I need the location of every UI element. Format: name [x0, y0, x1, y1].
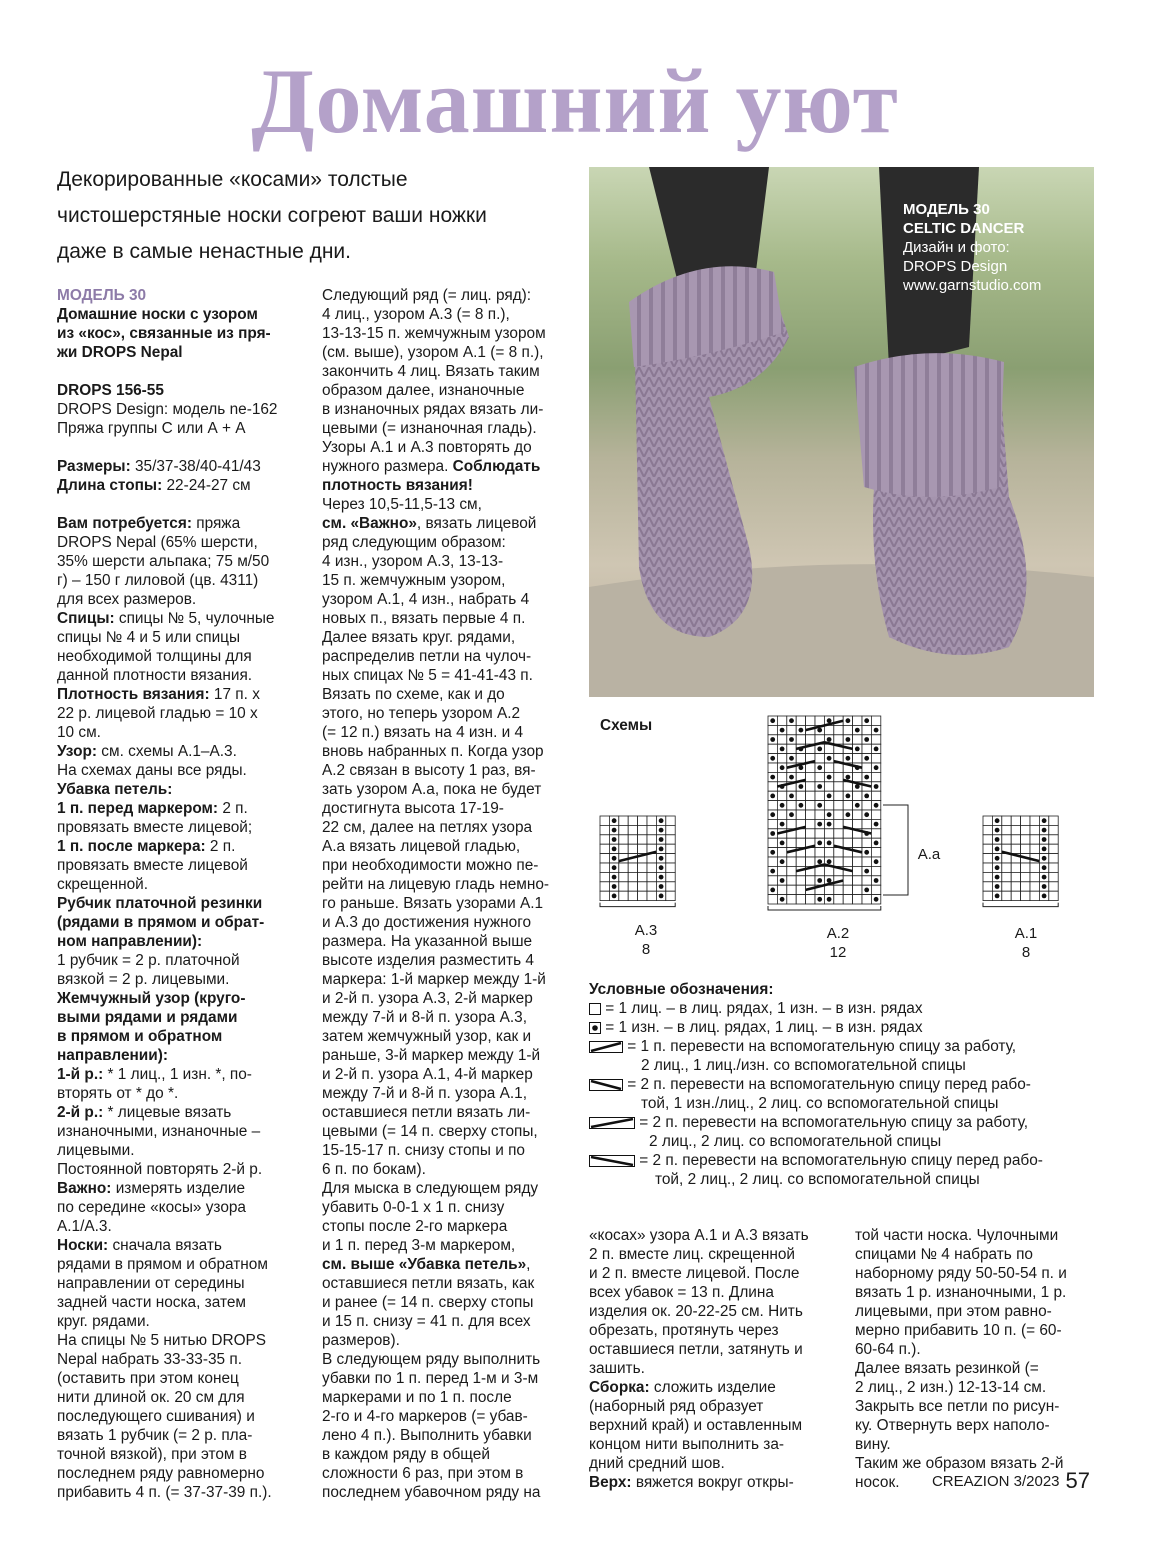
text-line: верхний край) и оставленным: [589, 1417, 803, 1434]
text-line: 60-64 п.).: [855, 1341, 921, 1358]
text-line: 2 лиц., 2 изн.) 12-13-14 см.: [855, 1379, 1047, 1396]
text-line: закончить 4 лиц. Вязать таким: [322, 363, 540, 380]
text-line: и ранее (= 14 п. сверху стопы: [322, 1294, 534, 1311]
text-line: последнем убавочном ряду на: [322, 1484, 541, 1501]
text-line: Закрыть все петли по рисун-: [855, 1398, 1060, 1415]
text-line: изнаночными, изнаночные –: [57, 1123, 261, 1140]
text-line: из «кос», связанные из пря-: [57, 325, 271, 342]
text-line: круг. рядами.: [57, 1313, 150, 1330]
legend-text: той, 2 лиц., 2 лиц. со вспомогательной спицы: [655, 1171, 980, 1188]
text-line: 1-й р.: * 1 лиц., 1 изн. *, по-: [57, 1066, 252, 1083]
text-line: носок.: [855, 1474, 900, 1491]
text-line: раньше, 3-й маркер между 1-й: [322, 1047, 541, 1064]
text-line: МОДЕЛЬ 30: [57, 287, 147, 304]
text-line: (оставить при этом конец: [57, 1370, 239, 1387]
chart-bracket: [983, 903, 1058, 907]
text-line: оставшиеся петли вязать, как: [322, 1275, 535, 1292]
text-line: необходимой толщины для: [57, 648, 252, 665]
text-line: для всех размеров.: [57, 591, 197, 608]
text-line: нити длиной ок. 20 см для: [57, 1389, 245, 1406]
text-line: Вязать по схеме, как и до: [322, 686, 505, 703]
text-line: Носки: сначала вязать: [57, 1237, 222, 1254]
legend-item-cable3: [589, 1113, 1109, 1132]
text-column-2: [322, 286, 572, 1502]
lead-line: чистошерстяные носки согреют ваши ножки: [57, 204, 487, 227]
text-line: убавить 0-0-1 х 1 п. снизу: [322, 1199, 505, 1216]
text-line: убавки по 1 п. перед 1-м и 3-м: [322, 1370, 539, 1387]
text-line: затем жемчужный узор, как и: [322, 1028, 532, 1045]
legend-item-cable2: [589, 1075, 1109, 1094]
text-line: достигнута высота 17-19-: [322, 800, 504, 817]
text-line: 22 р. лицевой гладью = 10 х: [57, 705, 258, 722]
text-column-3: [589, 1226, 839, 1492]
text-line: В следующем ряду выполнить: [322, 1351, 541, 1368]
knit-symbol-icon: [589, 1003, 601, 1015]
text-line: А.2 связан в высоту 1 раз, вя-: [322, 762, 536, 779]
legend-text: = 2 п. перевести на вспомогательную спицу перед рабо-: [639, 1152, 1043, 1169]
text-line: (= 12 п.) вязать на 4 изн. и 4: [322, 724, 524, 741]
legend-item-cable1: [589, 1037, 1109, 1056]
chart-a3: [600, 816, 675, 901]
text-line: данной плотности вязания.: [57, 667, 253, 684]
text-line: направлении):: [57, 1047, 168, 1064]
text-line: 4 изн., узором А.3, 13-13-: [322, 553, 504, 570]
text-line: вязать 1 рубчик (= 2 р. пла-: [57, 1427, 253, 1444]
chart-a1: [983, 816, 1058, 901]
text-line: Сборка: сложить изделие: [589, 1379, 776, 1396]
text-line: в прямом и обратном: [57, 1028, 223, 1045]
text-line: Узор: см. схемы А.1–А.3.: [57, 743, 237, 760]
text-line: (рядами в прямом и обрат-: [57, 914, 265, 931]
lead-text: [57, 162, 577, 270]
text-line: 2-й р.: * лицевые вязать: [57, 1104, 232, 1121]
text-line: мерно прибавить 10 п. (= 60-: [855, 1322, 1062, 1339]
caption-model: МОДЕЛЬ 30: [903, 201, 990, 218]
text-line: дний средний шов.: [589, 1455, 725, 1472]
text-line: рейти на лицевую гладь немно-: [322, 876, 550, 893]
text-line: Nepal набрать 33-33-35 п.: [57, 1351, 242, 1368]
text-line: провязать вместе лицевой;: [57, 819, 253, 836]
text-line: между 7-й и 8-й п. узора А.1,: [322, 1085, 528, 1102]
text-line: (наборный ряд образует: [589, 1398, 764, 1415]
page-number: 57: [1065, 1468, 1090, 1493]
text-line: 1 п. после маркера: 2 п.: [57, 838, 236, 855]
text-line: ном направлении):: [57, 933, 203, 950]
text-line: А.1/А.3.: [57, 1218, 112, 1235]
text-line: Через 10,5-11,5-13 см,: [322, 496, 482, 513]
text-line: Длина стопы: 22-24-27 см: [57, 477, 251, 494]
text-line: последнем ряду равномерно: [57, 1465, 265, 1482]
text-line: высоте изделия разместить 4: [322, 952, 534, 969]
legend-item-cable4: [589, 1151, 1109, 1170]
text-line: Важно: измерять изделие: [57, 1180, 246, 1197]
text-line: зать узором А.а, пока не будет: [322, 781, 542, 798]
text-line: [57, 362, 307, 381]
text-line: и 2-й п. узора А.1, 4-й маркер: [322, 1066, 533, 1083]
chart-a2: [768, 716, 881, 904]
text-line: см. выше «Убавка петель»,: [322, 1256, 531, 1273]
text-line: наборному ряду 50-50-54 п. и: [855, 1265, 1067, 1282]
text-line: плотность вязания!: [322, 477, 473, 494]
text-line: цевыми (= 14 п. сверху стопы,: [322, 1123, 538, 1140]
legend-text: той, 1 изн./лиц., 2 лиц. со вспомогательной спицы: [641, 1095, 999, 1112]
text-line: по середине «косы» узора: [57, 1199, 246, 1216]
cable-back-4-icon: [589, 1117, 635, 1129]
text-column-1: [57, 286, 307, 1502]
caption-name: CELTIC DANCER: [903, 220, 1025, 237]
legend-title: Условные обозначения:: [589, 981, 774, 998]
text-column-4: [855, 1226, 1105, 1492]
photo-caption: [903, 200, 1041, 295]
count-a2: 12: [829, 944, 847, 961]
text-line: зашить.: [589, 1360, 645, 1377]
text-line: лено 4 п.). Выполнить убавки: [322, 1427, 532, 1444]
text-line: 2-го и 4-го маркеров (= убав-: [322, 1408, 528, 1425]
text-line: концом нити выполнить за-: [589, 1436, 784, 1453]
text-line: 15 п. жемчужным узором,: [322, 572, 506, 589]
text-line: обрезать, протянуть через: [589, 1322, 779, 1339]
text-line: На спицы № 5 нитью DROPS: [57, 1332, 267, 1349]
text-line: 1 п. перед маркером: 2 п.: [57, 800, 248, 817]
legend: [589, 980, 1109, 1189]
legend-text: = 2 п. перевести на вспомогательную спицу за работу,: [639, 1114, 1029, 1131]
label-aa: А.а: [917, 846, 941, 863]
text-line: размера. На указанной выше: [322, 933, 533, 950]
caption-brand: DROPS Design: [903, 258, 1008, 275]
text-line: при необходимости можно пе-: [322, 857, 539, 874]
text-line: Убавка петель:: [57, 781, 173, 798]
text-line: распределив петли на чулоч-: [322, 648, 532, 665]
legend-item-purl: [589, 1018, 1109, 1037]
schemes-title: Схемы: [600, 717, 653, 734]
legend-text: = 2 п. перевести на вспомогательную спицу перед рабо-: [627, 1076, 1031, 1093]
text-line: вторять от * до *.: [57, 1085, 179, 1102]
cable-front-3-icon: [589, 1079, 623, 1091]
text-line: Верх: вяжется вокруг откры-: [589, 1474, 794, 1491]
text-line: Далее вязать круг. рядами,: [322, 629, 516, 646]
lead-line: даже в самые ненастные дни.: [57, 240, 351, 263]
text-line: стопы после 2-го маркера: [322, 1218, 508, 1235]
text-line: рядами в прямом и обратном: [57, 1256, 268, 1273]
text-line: Рубчик платочной резинки: [57, 895, 263, 912]
text-line: 4 лиц., узором А.3 (= 8 п.),: [322, 306, 510, 323]
text-line: «косах» узора А.1 и А.3 вязать: [589, 1227, 809, 1244]
text-line: А.а вязать лицевой гладью,: [322, 838, 521, 855]
text-line: спицами № 4 набрать по: [855, 1246, 1033, 1263]
text-line: 2 п. вместе лиц. скрещенной: [589, 1246, 795, 1263]
legend-text: = 1 лиц. – в лиц. рядах, 1 изн. – в изн. рядах: [605, 1000, 923, 1017]
magazine-name: CREAZION 3/2023: [931, 1473, 1060, 1490]
product-photo: [589, 167, 1094, 697]
text-line: вязкой = 2 р. лицевыми.: [57, 971, 230, 988]
text-line: [57, 495, 307, 514]
text-line: в изнаночных рядах вязать ли-: [322, 401, 544, 418]
text-line: На схемах даны все ряды.: [57, 762, 247, 779]
count-a3: 8: [641, 941, 651, 958]
text-line: ных спицах № 5 = 41-41-43 п.: [322, 667, 533, 684]
text-line: задней части носка, затем: [57, 1294, 246, 1311]
text-line: 10 см.: [57, 724, 101, 741]
text-line: нужного размера. Соблюдать: [322, 458, 541, 475]
text-line: Для мыска в следующем ряду: [322, 1180, 539, 1197]
text-line: и 2-й п. узора А.3, 2-й маркер: [322, 990, 533, 1007]
text-line: см. «Важно», вязать лицевой: [322, 515, 537, 532]
text-line: го раньше. Вязать узорами А.1: [322, 895, 544, 912]
label-a1: А.1: [1014, 925, 1038, 942]
text-line: Пряжа группы С или А + А: [57, 420, 246, 437]
text-line: г) – 150 г лиловой (цв. 4311): [57, 572, 259, 589]
legend-item-knit: [589, 999, 1109, 1018]
text-line: Вам потребуется: пряжа: [57, 515, 241, 532]
knitting-charts: [590, 712, 1110, 942]
text-line: (см. выше), узором А.1 (= 8 п.),: [322, 344, 544, 361]
text-line: 35% шерсти альпака; 75 м/50: [57, 553, 270, 570]
page-footer: [932, 1468, 1090, 1494]
text-line: DROPS Design: модель ne-162: [57, 401, 278, 418]
text-line: маркера: 1-й маркер между 1-й: [322, 971, 546, 988]
text-line: спицы № 4 и 5 или спицы: [57, 629, 241, 646]
text-line: образом далее, изнаночные: [322, 382, 525, 399]
text-line: и 15 п. снизу = 41 п. для всех: [322, 1313, 531, 1330]
cable-back-3-icon: [589, 1041, 623, 1053]
text-line: этого, но теперь узором А.2: [322, 705, 521, 722]
legend-text: 2 лиц., 1 лиц./изн. со вспомогательной спицы: [641, 1057, 966, 1074]
text-line: вновь набранных п. Когда узор: [322, 743, 544, 760]
text-line: Постоянной повторять 2-й р.: [57, 1161, 263, 1178]
text-line: последующего сшивания) и: [57, 1408, 255, 1425]
text-line: и А.3 до достижения нужного: [322, 914, 532, 931]
text-line: [57, 438, 307, 457]
text-line: Следующий ряд (= лиц. ряд):: [322, 287, 532, 304]
text-line: изделия ок. 20-22-25 см. Нить: [589, 1303, 803, 1320]
text-line: Домашние носки с узором: [57, 306, 258, 323]
text-line: Узоры А.1 и А.3 повторять до: [322, 439, 532, 456]
text-line: цевыми (= изнаночная гладь).: [322, 420, 537, 437]
legend-text: = 1 изн. – в лиц. рядах, 1 лиц. – в изн. рядах: [605, 1019, 923, 1036]
text-line: Далее вязать резинкой (=: [855, 1360, 1039, 1377]
text-line: той части носка. Чулочными: [855, 1227, 1059, 1244]
text-line: лицевыми, при этом равно-: [855, 1303, 1052, 1320]
text-line: между 7-й и 8-й п. узора А.3,: [322, 1009, 528, 1026]
text-line: лицевыми.: [57, 1142, 135, 1159]
text-line: маркерами и по 1 п. после: [322, 1389, 512, 1406]
text-line: жи DROPS Nepal: [57, 344, 183, 361]
text-line: Таким же образом вязать 2-й: [855, 1455, 1064, 1472]
caption-design: Дизайн и фото:: [903, 239, 1010, 256]
text-line: 15-15-17 п. снизу стопы и по: [322, 1142, 525, 1159]
text-line: и 1 п. перед 3-м маркером,: [322, 1237, 516, 1254]
text-line: размеров).: [322, 1332, 400, 1349]
page-title: Домашний уют: [251, 50, 899, 152]
text-line: Размеры: 35/37-38/40-41/43: [57, 458, 261, 475]
chart-bracket: [600, 903, 675, 907]
cable-front-4-icon: [589, 1155, 635, 1167]
text-line: 13-13-15 п. жемчужным узором: [322, 325, 546, 342]
text-line: и 2 п. вместе лицевой. После: [589, 1265, 800, 1282]
text-line: точной вязкой), при этом в: [57, 1446, 247, 1463]
text-line: Жемчужный узор (круго-: [57, 990, 246, 1007]
lead-line: Декорированные «косами» толстые: [57, 168, 408, 191]
text-line: ку. Отвернуть верх наполо-: [855, 1417, 1050, 1434]
count-a1: 8: [1021, 944, 1031, 961]
text-line: оставшиеся петли вязать ли-: [322, 1104, 531, 1121]
legend-text: 2 лиц., 2 лиц. со вспомогательной спицы: [649, 1133, 942, 1150]
text-line: Спицы: спицы № 5, чулочные: [57, 610, 275, 627]
text-line: Плотность вязания: 17 п. х: [57, 686, 260, 703]
text-line: 6 п. по бокам).: [322, 1161, 426, 1178]
text-line: направлении от середины: [57, 1275, 245, 1292]
text-line: новых п., вязать первые 4 п.: [322, 610, 526, 627]
text-line: вину.: [855, 1436, 891, 1453]
text-line: сложности 6 раз, при этом в: [322, 1465, 524, 1482]
text-line: DROPS Nepal (65% шерсти,: [57, 534, 258, 551]
caption-url: www.garnstudio.com: [903, 277, 1042, 294]
text-line: скрещенной.: [57, 876, 149, 893]
text-line: провязать вместе лицевой: [57, 857, 248, 874]
text-line: всех убавок = 13 п. Длина: [589, 1284, 774, 1301]
chart-bracket: [768, 906, 881, 910]
text-line: оставшиеся петли, затянуть и: [589, 1341, 803, 1358]
legend-text: = 1 п. перевести на вспомогательную спицу за работу,: [627, 1038, 1017, 1055]
text-line: ряд следующим образом:: [322, 534, 506, 551]
purl-symbol-icon: [589, 1022, 601, 1034]
text-line: 22 см, далее на петлях узора: [322, 819, 533, 836]
text-line: 1 рубчик = 2 р. платочной: [57, 952, 240, 969]
text-line: узором А.1, 4 изн., набрать 4: [322, 591, 530, 608]
text-line: вязать 1 р. изнаночными, 1 р.: [855, 1284, 1067, 1301]
text-line: прибавить 4 п. (= 37-37-39 п.).: [57, 1484, 272, 1501]
text-line: в каждом ряду в общей: [322, 1446, 490, 1463]
text-line: DROPS 156-55: [57, 382, 164, 399]
label-a2: А.2: [826, 925, 850, 942]
text-line: выми рядами и рядами: [57, 1009, 238, 1026]
label-a3: А.3: [634, 922, 658, 939]
